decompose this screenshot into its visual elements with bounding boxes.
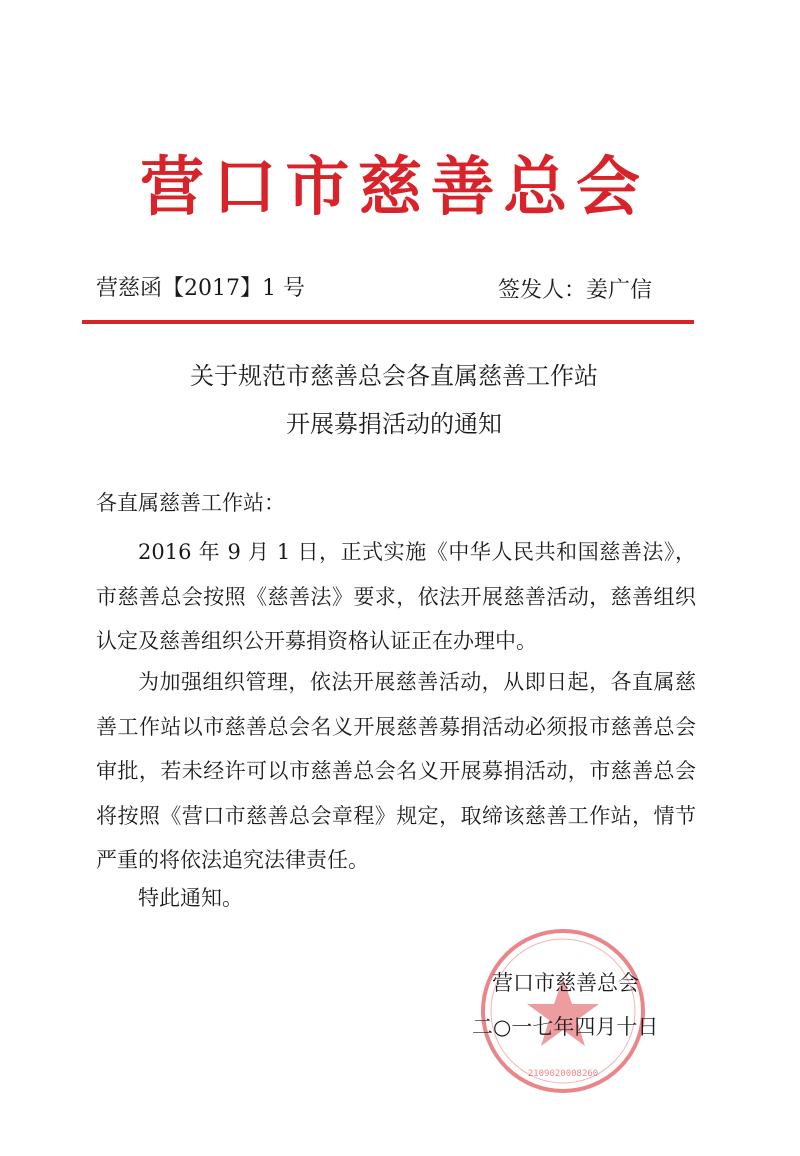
red-divider-line xyxy=(82,320,694,324)
masthead-char: 市 xyxy=(285,151,350,225)
masthead-char: 营 xyxy=(140,151,204,225)
document-title-line-1: 关于规范市慈善总会各直属慈善工作站 xyxy=(190,362,598,390)
body-paragraph-2: 为加强组织管理，依法开展慈善活动，从即日起，各直属慈善工作站以市慈善总会名义开展慈善募捐活动必须报市慈善总会审批，若未经许可以市慈善总会名义开展募捐活动，市慈善总会将按照《营口市慈善总会章程》规定，取缔该慈善工作站，情节严重的将依法追究法律责任。 xyxy=(96,670,696,872)
seal-serial: 2109020008260 xyxy=(527,1069,599,1079)
signature-date: 二○一七年四月十日 xyxy=(472,1015,659,1039)
body-paragraph-3: 特此通知。 xyxy=(138,886,243,910)
official-seal xyxy=(478,926,648,1096)
signature-organization: 营口市慈善总会 xyxy=(492,971,639,995)
body-paragraph-1: 2016 年 9 月 1 日，正式实施《中华人民共和国慈善法》，市慈善总会按照《慈善法》要求，依法开展慈善活动，慈善组织认定及慈善组织公开募捐资格认证正在办理中。 xyxy=(96,540,696,653)
masthead-char: 慈 xyxy=(357,151,422,225)
masthead-char: 会 xyxy=(575,151,640,225)
masthead-char: 口 xyxy=(212,151,277,225)
document-title-line-2: 开展募捐活动的通知 xyxy=(286,410,502,438)
masthead-char: 善 xyxy=(430,151,495,225)
masthead-char: 总 xyxy=(503,151,568,225)
masthead-org-name xyxy=(140,148,640,228)
document-number: 营慈函【2017】1 号 xyxy=(96,276,305,301)
signer-line: 签发人：姜广信 xyxy=(498,278,653,303)
salutation: 各直属慈善工作站： xyxy=(96,491,285,515)
